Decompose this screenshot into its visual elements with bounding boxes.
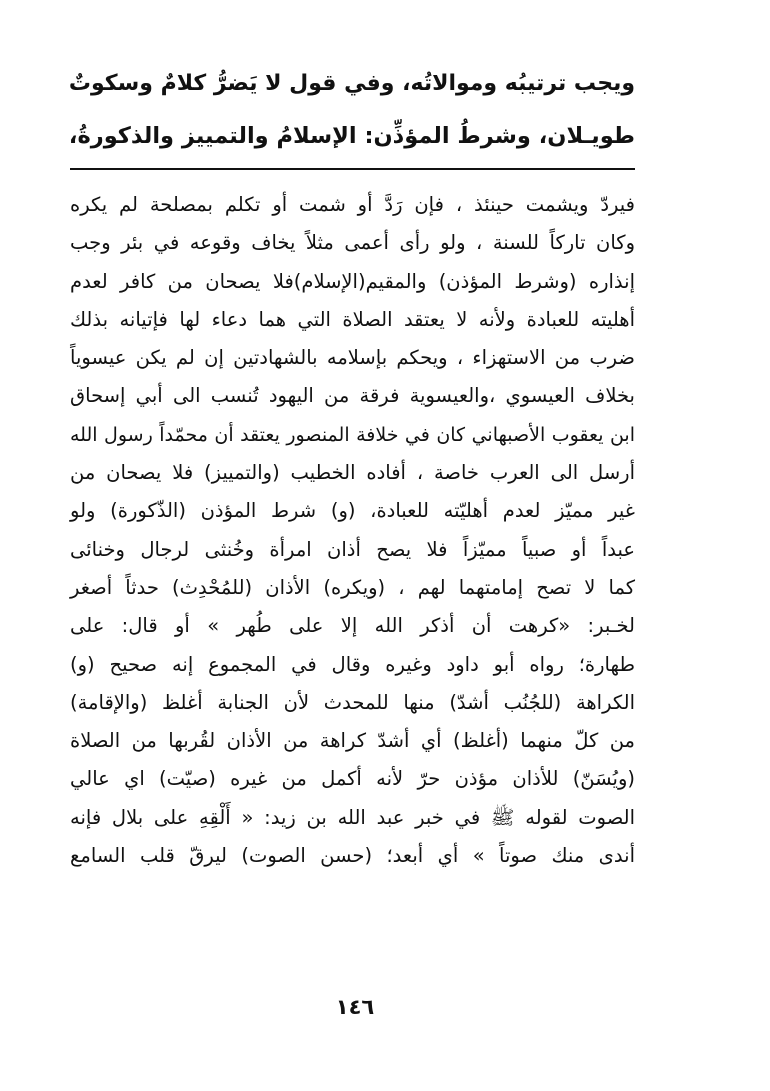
commentary-line: فيردّ ويشمت حينئذ ، فإن رَدَّ أو شمت أو تكلم بمصلحة لم يكره [70, 193, 635, 216]
separator-rule [70, 168, 635, 170]
commentary-line: بخلاف العيسوي ،والعيسوية فرقة من اليهود تُنسب الى أبي إسحاق [70, 384, 635, 408]
commentary-line: الصوت لقوله ﷺ في خبر عبد الله بن زيد: « أَلْقِهِ على بلال فإنه [70, 805, 635, 829]
commentary-line: كما لا تصح إمامتهما لهم ، (ويكره) الأذان (للمُحْدِث) حدثاً أصغر [70, 575, 635, 599]
commentary-line: (ويُسَنّ) للأذان مؤذن حرّ لأنه أكمل من غيره (صيّت) اي عالي [70, 767, 635, 791]
main-text-line: ويجب ترتيبُه وموالاتُه، وفي قول لا يَضرُّ كلامٌ وسكوتٌ [68, 71, 635, 96]
commentary-line: من كلّ منهما (أغلظ) أي أشدّ كراهة من الأذان لقُربها من الصلاة [70, 729, 635, 753]
commentary-line: أهليته للعبادة ولأنه لا يعتقد الصلاة التي هما دعاء لها فإتيانه بذلك [70, 307, 635, 331]
commentary-line: الكراهة (للجُنُب أشدّ) منها للمحدث لأن الجنابة أغلظ (والإقامة) [70, 690, 635, 714]
commentary-line: إنذاره (وشرط المؤذن) والمقيم(الإسلام)فلا يصحان من كافر لعدم [70, 269, 635, 293]
main-text [70, 58, 635, 162]
commentary-line: طهارة؛ رواه أبو داود وغيره وقال في المجموع إنه صحيح (و) [70, 652, 635, 676]
commentary-line: عبداً أو صبياً مميّزاً فلا يصح أذان امرأة وخُنثى لرجال وخنائى [70, 537, 635, 561]
commentary-line: ضرب من الاستهزاء ، ويحكم بإسلامه بالشهادتين إن لم يكن عيسوياً [70, 346, 635, 370]
commentary-line: غير مميّز لعدم أهليّته للعبادة، (و) شرط المؤذن (الذّكورة) ولو [70, 499, 635, 523]
commentary-line: لخـبر: «كرهت أن أذكر الله إلا على طُهر » أو قال: على [70, 614, 635, 638]
main-text-line: طويـلان، وشرطُ المؤذِّن: الإسلامُ والتمييز والذكورةُ، [68, 123, 635, 149]
commentary-line: أندى منك صوتاً » أي أبعد؛ (حسن الصوت) ليرقّ قلب السامع [70, 844, 635, 868]
commentary-text [70, 186, 635, 875]
page-number: ١٤٦ [335, 995, 375, 1019]
commentary-line: أرسل الى العرب خاصة ، أفاده الخطيب (والتمييز) فلا يصحان من [70, 461, 635, 485]
commentary-line: ابن يعقوب الأصبهاني كان في خلافة المنصور يعتقد أن محمّداً رسول الله [70, 423, 635, 446]
commentary-line: وكان تاركاً للسنة ، ولو رأى أعمى مثلاً يخاف وقوعه في بئر وجب [70, 231, 635, 255]
